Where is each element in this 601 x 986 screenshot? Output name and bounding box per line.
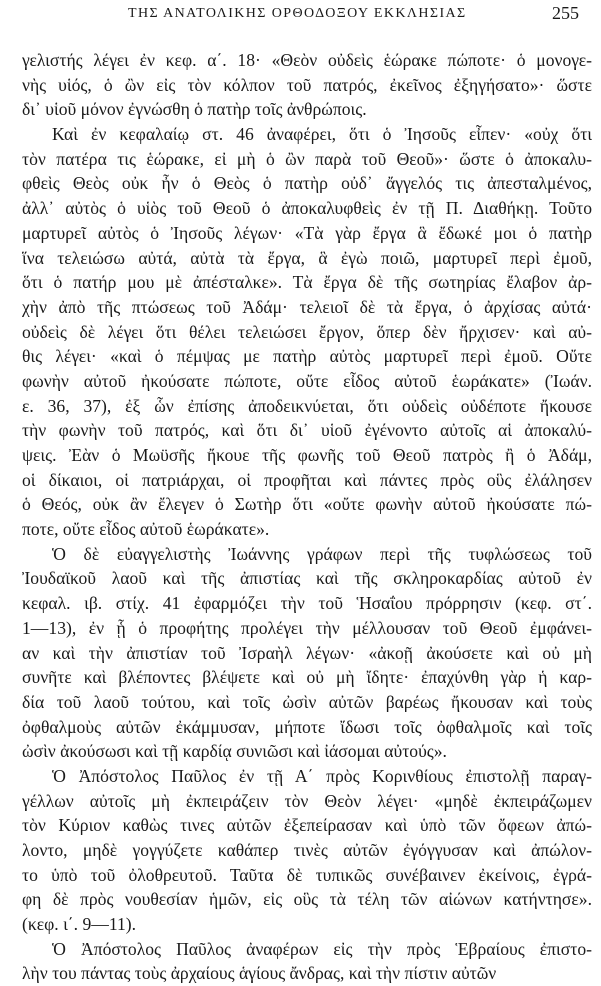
text-line: ε. 36, 37), ἐξ ὧν ἐπίσης ἀποδεικνύεται, ὅτι οὐδεὶς οὐδέποτε ἤκουσε — [22, 395, 592, 416]
paragraph — [22, 937, 592, 986]
paragraph — [22, 764, 592, 937]
body-text — [22, 48, 592, 986]
text-line: φη δὲ πρὸς νουθεσίαν ἡμῶν, εἰς οὓς τὰ τέλη τῶν αἰώνων κατήντησε». — [22, 889, 592, 910]
text-line: δία τοῦ λαοῦ τούτου, καὶ τοῖς ὠσὶν αὐτῶν βαρέως ἤκουσαν καὶ τοὺς — [22, 691, 592, 712]
text-line: ὠσὶν ἀκούσωσι καὶ τῇ καρδίᾳ συνιῶσι καὶ ἰάσομαι αὐτούς». — [22, 741, 447, 762]
paragraph — [22, 122, 592, 542]
text-line: φθεὶς Θεὸς οὐκ ἦν ὁ Θεὸς ὁ πατὴρ οὐδ᾽ ἄγγελός τις ἀπεσταλμένος, — [22, 173, 592, 194]
text-line: νὴς υἱός, ὁ ὢν εἰς τὸν κόλπον τοῦ πατρός, ἐκεῖνος ἐξηγήσατο»· ὥστε — [22, 74, 592, 95]
text-line: κεφαλ. ιβ. στίχ. 41 ἐφαρμόζει τὴν τοῦ Ἡσαΐου πρόρρησιν (κεφ. στ΄. — [22, 593, 592, 614]
text-line: μαρτυρεῖ αὐτὸς ὁ Ἰησοῦς λέγων· «Τὰ γὰρ ἔργα ἃ ἔδωκέ μοι ὁ πατὴρ — [22, 222, 592, 243]
text-line: γελιστής λέγει ἐν κεφ. α΄. 18· «Θεὸν οὐδεὶς ἑώρακε πώποτε· ὁ μονογε- — [22, 50, 592, 70]
text-line: τὸν πατέρα τις ἑώρακε, εἰ μὴ ὁ ὢν παρὰ τοῦ Θεοῦ»· ὥστε ὁ ἀποκαλυ- — [22, 148, 592, 169]
paragraph — [22, 48, 592, 122]
text-line: αν καὶ τὴν ἀπιστίαν τοῦ Ἰσραὴλ λέγων· «ἀκοῇ ἀκούσετε καὶ οὐ μὴ — [22, 642, 592, 663]
text-line: Ἰουδαϊκοῦ λαοῦ καὶ τῆς ἀπιστίας καὶ τῆς σκληροκαρδίας αὐτοῦ ἐν — [22, 568, 592, 589]
page-number: 255 — [552, 3, 579, 23]
text-line: γέλλων αὐτοῖς μὴ ἐκπειράζειν τὸν Θεὸν λέγει· «μηδὲ ἐκπειράζωμεν — [22, 790, 592, 811]
text-line: ἀλλ᾽ αὐτὸς ὁ υἱὸς τοῦ Θεοῦ ὁ ἀποκαλυφθεὶς ἐν τῇ Π. Διαθήκῃ. Τοῦτο — [22, 198, 592, 219]
text-line: ὀφθαλμοὺς αὐτῶν ἐκάμμυσαν, μήποτε ἴδωσι τοῖς ὀφθαλμοῖς καὶ τοῖς — [22, 716, 592, 737]
running-head: ΤΗΣ ΑΝΑΤΟΛΙΚΗΣ ΟΡΘΟΔΟΞΟΥ ΕΚΚΛΗΣΙΑΣ — [128, 6, 467, 21]
text-line: οὐδεὶς δὲ λέγει ὅτι θέλει τελειώσει ἔργον, ὅπερ δὲν ἤρχισεν· καὶ αὐ- — [22, 321, 592, 342]
text-line: οἱ δίκαιοι, οἱ πατριάρχαι, οἱ προφῆται καὶ πάντες πρὸς οὓς ἐλάλησεν — [22, 469, 592, 490]
text-line: Ὁ Ἀπόστολος Παῦλος ἀναφέρων εἰς τὴν πρὸς Ἑβραίους ἐπιστο- — [52, 938, 592, 959]
text-line: ὅτι ὁ πατήρ μου μὲ ἀπέσταλκε». Τὰ ἔργα δὲ τῆς σωτηρίας ἔλαβον ἀρ- — [22, 272, 592, 293]
text-line: λὴν του πάντας τοὺς ἀρχαίους ἁγίους ἄνδρας, καὶ τὴν πίστιν αὐτῶν — [22, 963, 497, 984]
text-line: τὴν φωνὴν τοῦ πατρός, καὶ ὅτι δι᾽ υἱοῦ ἐγένοντο αὐτοῖς αἱ ἀποκαλύ- — [22, 420, 592, 441]
text-line: 1—13), ἐν ᾗ ὁ προφήτης προλέγει τὴν μέλλουσαν τοῦ Θεοῦ ἐμφάνει- — [22, 617, 592, 638]
text-line: λοντο, μηδὲ γογγύζετε καθάπερ τινὲς αὐτῶν ἐγόγγυσαν καὶ ἀπώλον- — [22, 840, 592, 860]
text-line: συνῆτε καὶ βλέποντες βλέψετε καὶ οὐ μὴ ἴδητε· ἐπαχύνθη γὰρ ἡ καρ- — [22, 667, 592, 688]
text-line: ποτε, οὔτε εἶδος αὐτοῦ ἑωράκατε». — [22, 519, 270, 540]
text-line: φωνὴν αὐτοῦ ἠκούσατε πώποτε, οὔτε εἶδος αὐτοῦ ἑωράκατε» (Ἰωάν. — [22, 370, 592, 391]
paragraph — [22, 542, 592, 764]
text-line: ὁ Θεός, οὐκ ἂν ἔλεγεν ὁ Σωτὴρ ὅτι «οὔτε φωνὴν αὐτοῦ ἠκούσατε πώ- — [22, 494, 592, 515]
text-line: χὴν ἀπὸ τῆς πτώσεως τοῦ Ἀδάμ· τελειοῖ δὲ τὰ ἔργα, ὁ ἀρχίσας αὐτά· — [22, 296, 592, 317]
text-line: ἵνα τελειώσω αὐτά, αὐτὰ τὰ ἔργα, ἃ ἐγὼ ποιῶ, μαρτυρεῖ περὶ ἐμοῦ, — [22, 247, 592, 268]
text-line: ψεις. Ἐὰν ὁ Μωϋσῆς ἤκουε τῆς φωνῆς τοῦ Θεοῦ πατρὸς ἢ ὁ Ἀδάμ, — [22, 445, 592, 465]
text-line: Ὁ Ἀπόστολος Παῦλος ἐν τῇ Α΄ πρὸς Κορινθίους ἐπιστολῇ παραγ- — [52, 765, 592, 786]
text-line: θις λέγει· «καὶ ὁ πέμψας με πατὴρ αὐτὸς μαρτυρεῖ περὶ ἐμοῦ. Οὔτε — [22, 346, 592, 367]
text-line: Ὁ δὲ εὐαγγελιστὴς Ἰωάννης γράφων περὶ τῆς τυφλώσεως τοῦ — [52, 543, 592, 564]
text-line: το ὑπὸ τοῦ ὀλοθρευτοῦ. Ταῦτα δὲ τυπικῶς συνέβαινεν ἐκείνοις, ἐγρά- — [22, 864, 592, 885]
text-line: Καὶ ἐν κεφαλαίῳ στ. 46 ἀναφέρει, ὅτι ὁ Ἰησοῦς εἶπεν· «οὐχ ὅτι — [52, 124, 592, 145]
text-line: (κεφ. ι΄. 9—11). — [22, 914, 137, 935]
text-line: δι᾽ υἱοῦ μόνον ἐγνώσθη ὁ πατὴρ τοῖς ἀνθρώποις. — [22, 99, 367, 120]
text-line: τὸν Κύριον καθὼς τινες αὐτῶν ἐξεπείρασαν καὶ ὑπὸ τῶν ὄφεων ἀπώ- — [22, 815, 592, 836]
